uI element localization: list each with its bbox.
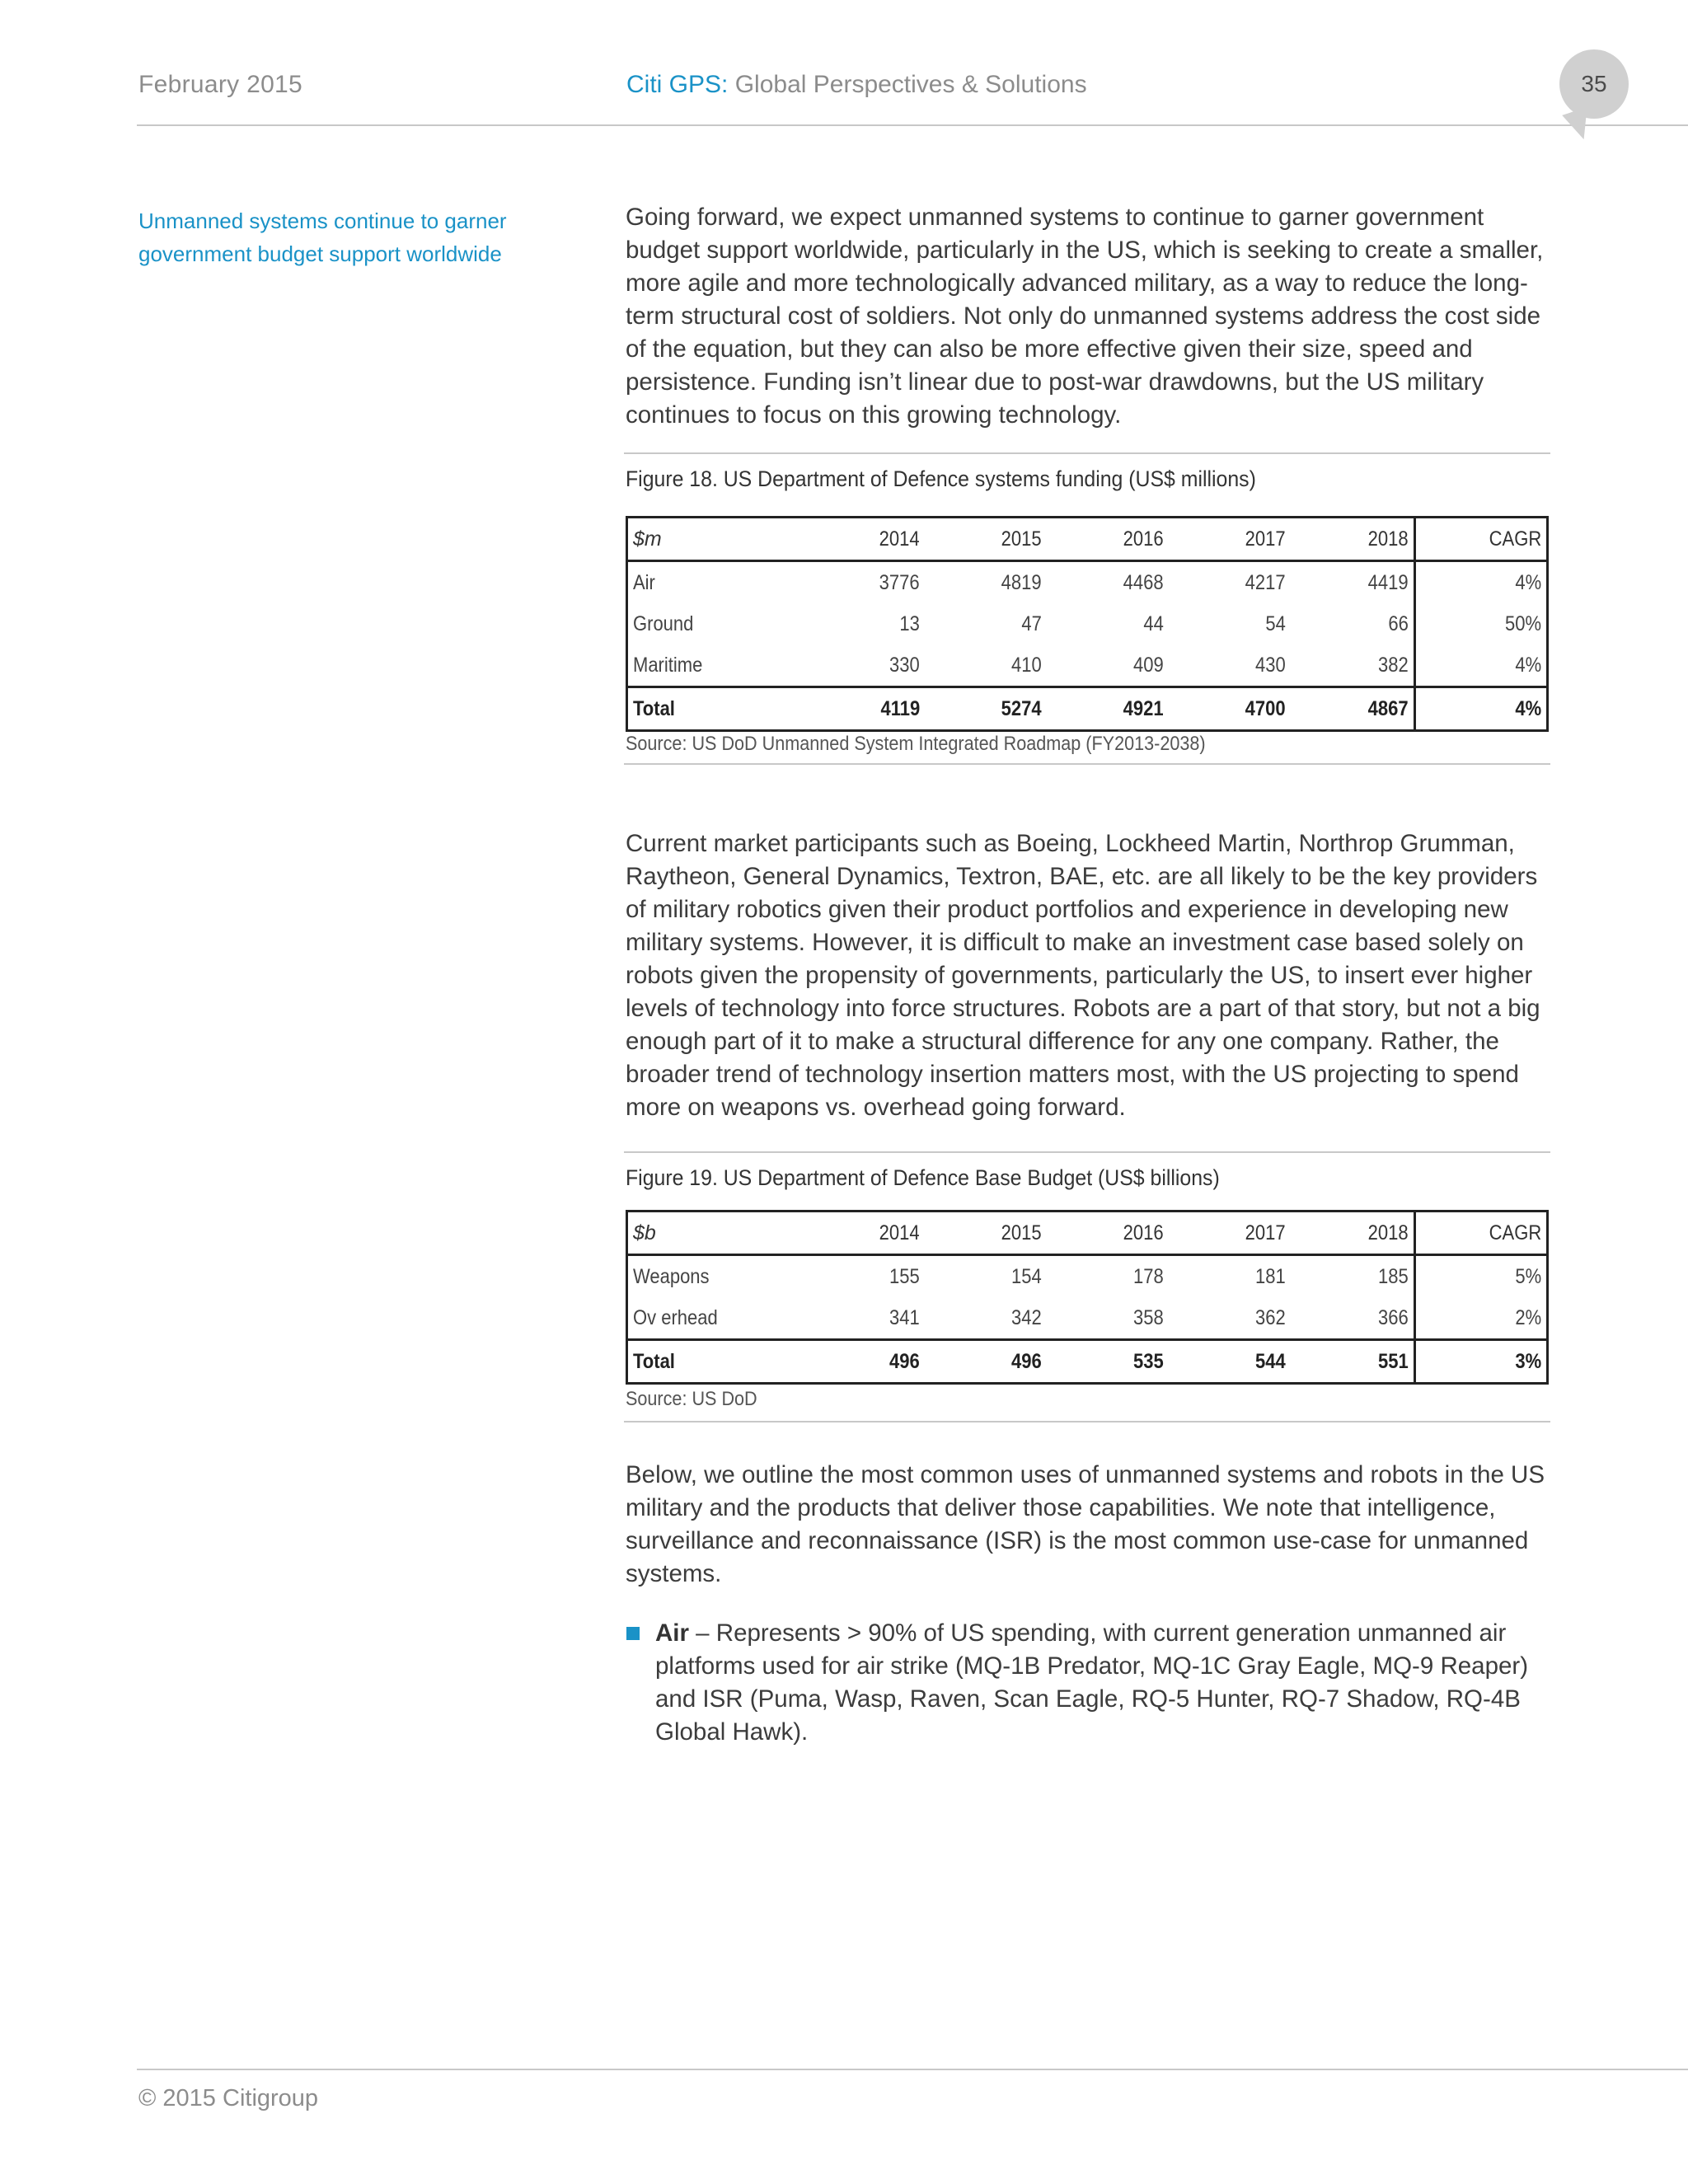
- header-subtitle: Global Perspectives & Solutions: [734, 71, 1087, 98]
- bullet-square-icon: [626, 1627, 640, 1640]
- table-cell: 3776: [879, 570, 920, 594]
- table-cell: 544: [1254, 1349, 1286, 1373]
- table-cell: 50%: [1504, 612, 1541, 635]
- table-cell: 4921: [1123, 696, 1164, 720]
- table-row: [627, 603, 1548, 644]
- table-row-label: Ground: [633, 612, 694, 635]
- table-cell: 3%: [1515, 1349, 1541, 1373]
- bullet-term: Air: [655, 1619, 689, 1647]
- table-header-cell: 2016: [1123, 1221, 1164, 1244]
- table-cell: 4%: [1515, 696, 1541, 720]
- table-cell: 409: [1132, 653, 1164, 677]
- table-cell: 4419: [1368, 570, 1409, 594]
- table-cell: 4119: [880, 696, 920, 720]
- body-paragraph-2: Current market participants such as Boeing, Lockheed Martin, Northrop Grumman, Raytheon, General Dynamics, Textron, BAE, etc. are all likely to be the key providers of military robotics given their product portfolios and experience in developing new military systems. However, it is difficult to make an investment case based solely on robots given the propensity of governments, particularly the US, to insert ever higher levels of technology into force structures. Robots are a part of that story, but not a big enough part of it to make a structural difference for any one company. Rather, the broader trend of technology insertion matters most, with the US projecting to spend more on weapons vs. overhead going forward.: [626, 830, 1540, 1121]
- table-total-row: [627, 687, 1548, 731]
- table-cell: 155: [889, 1264, 920, 1288]
- table-row: [627, 1297, 1548, 1340]
- figure18-bottom-rule: [624, 763, 1550, 765]
- figure19-bottom-rule: [624, 1421, 1550, 1422]
- table-cell: 382: [1378, 653, 1409, 677]
- header-title: [626, 71, 1087, 99]
- table-cell: 5%: [1515, 1264, 1541, 1288]
- table-cell: 154: [1010, 1264, 1042, 1288]
- table-header-cell: $m: [633, 527, 662, 551]
- footer-divider: [137, 2069, 1688, 2070]
- figure19-table: [626, 1210, 1549, 1385]
- table-header-cell: 2017: [1245, 1221, 1286, 1244]
- table-cell: 4217: [1245, 570, 1286, 594]
- table-cell: 551: [1378, 1349, 1409, 1373]
- table-row: [627, 1255, 1548, 1298]
- table-row-label: Total: [633, 696, 675, 720]
- page-number-badge: [1559, 49, 1629, 119]
- table-header-cell: CAGR: [1489, 527, 1541, 551]
- table-header-cell: 2014: [879, 527, 920, 551]
- figure19-title: Figure 19. US Department of Defence Base Budget (US$ billions): [626, 1165, 1220, 1190]
- figure18-top-rule: [624, 452, 1550, 454]
- table-cell: 4%: [1515, 570, 1541, 594]
- table-cell: 178: [1132, 1264, 1164, 1288]
- table-row-label: Weapons: [633, 1264, 710, 1288]
- table-header-cell: 2018: [1368, 1221, 1409, 1244]
- table-header-cell: 2015: [1001, 527, 1042, 551]
- table-cell: 5274: [1001, 696, 1042, 720]
- header-divider: [137, 124, 1688, 126]
- page-number: 35: [1581, 71, 1607, 96]
- table-cell: 358: [1132, 1305, 1164, 1329]
- table-cell: 13: [899, 612, 920, 635]
- table-cell: 44: [1143, 612, 1164, 635]
- table-cell: 185: [1378, 1264, 1409, 1288]
- table-cell: 366: [1378, 1305, 1409, 1329]
- table-row-label: Maritime: [633, 653, 703, 677]
- table-row-label: Air: [633, 570, 655, 594]
- table-cell: 66: [1388, 612, 1409, 635]
- table-row-label: Ov erhead: [633, 1305, 718, 1329]
- header-date: February 2015: [138, 71, 303, 98]
- table-cell: 4819: [1001, 570, 1042, 594]
- table-header-cell: 2015: [1001, 1221, 1042, 1244]
- table-header-cell: 2018: [1368, 527, 1409, 551]
- bullet-item-air: [655, 1617, 1554, 1749]
- table-header-row: [627, 518, 1548, 561]
- footer-copyright: © 2015 Citigroup: [138, 2085, 319, 2111]
- table-cell: 362: [1254, 1305, 1286, 1329]
- figure18-title: Figure 18. US Department of Defence systems funding (US$ millions): [626, 466, 1256, 491]
- table-cell: 341: [889, 1305, 920, 1329]
- table-cell: 4867: [1368, 696, 1409, 720]
- table-cell: 54: [1264, 612, 1286, 635]
- table-cell: 2%: [1515, 1305, 1541, 1329]
- table-row: [627, 644, 1548, 687]
- table-cell: 4468: [1123, 570, 1164, 594]
- table-row: [627, 561, 1548, 604]
- table-header-row: [627, 1212, 1548, 1255]
- table-cell: 342: [1010, 1305, 1042, 1329]
- figure18-source: Source: US DoD Unmanned System Integrated Roadmap (FY2013-2038): [626, 733, 1206, 755]
- table-cell: 330: [889, 653, 920, 677]
- table-header-cell: 2014: [879, 1221, 920, 1244]
- table-cell: 535: [1132, 1349, 1164, 1373]
- table-cell: 4%: [1515, 653, 1541, 677]
- table-cell: 430: [1254, 653, 1286, 677]
- table-header-cell: CAGR: [1489, 1221, 1541, 1244]
- header-brand: Citi GPS:: [626, 71, 729, 98]
- figure19-source: Source: US DoD: [626, 1388, 757, 1410]
- table-header-cell: $b: [633, 1221, 656, 1244]
- table-cell: 47: [1021, 612, 1042, 635]
- sidebar-callout: Unmanned systems continue to garner government budget support worldwide: [138, 209, 507, 266]
- table-cell: 496: [1010, 1349, 1042, 1373]
- table-cell: 181: [1254, 1264, 1286, 1288]
- table-row-label: Total: [633, 1349, 675, 1373]
- body-paragraph-3: Below, we outline the most common uses of unmanned systems and robots in the US military and the products that deliver those capabilities. We note that intelligence, surveillance and reconnaissance (ISR) is the most common use-case for unmanned systems.: [626, 1461, 1545, 1587]
- table-cell: 496: [889, 1349, 920, 1373]
- table-cell: 410: [1010, 653, 1042, 677]
- figure19-top-rule: [624, 1151, 1550, 1153]
- table-cell: 4700: [1245, 696, 1286, 720]
- body-paragraph-1: Going forward, we expect unmanned systems to continue to garner government budget support worldwide, particularly in the US, which is seeking to create a smaller, more agile and more technologically advanced military, as a way to reduce the long-term structural cost of soldiers. Not only do unmanned systems address the cost side of the equation, but they can also be more effective given their size, speed and persistence. Funding isn’t linear due to post-war drawdowns, but the US military continues to focus on this growing technology.: [626, 204, 1544, 429]
- bullet-description: – Represents > 90% of US spending, with current generation unmanned air platforms used for air strike (MQ-1B Predator, MQ-1C Gray Eagle, MQ-9 Reaper) and ISR (Puma, Wasp, Raven, Scan Eagle, RQ-5 Hunter, RQ-7 Shadow, RQ-4B Global Hawk).: [655, 1619, 1529, 1746]
- table-header-cell: 2016: [1123, 527, 1164, 551]
- table-header-cell: 2017: [1245, 527, 1286, 551]
- figure18-table: [626, 516, 1549, 732]
- table-total-row: [627, 1340, 1548, 1384]
